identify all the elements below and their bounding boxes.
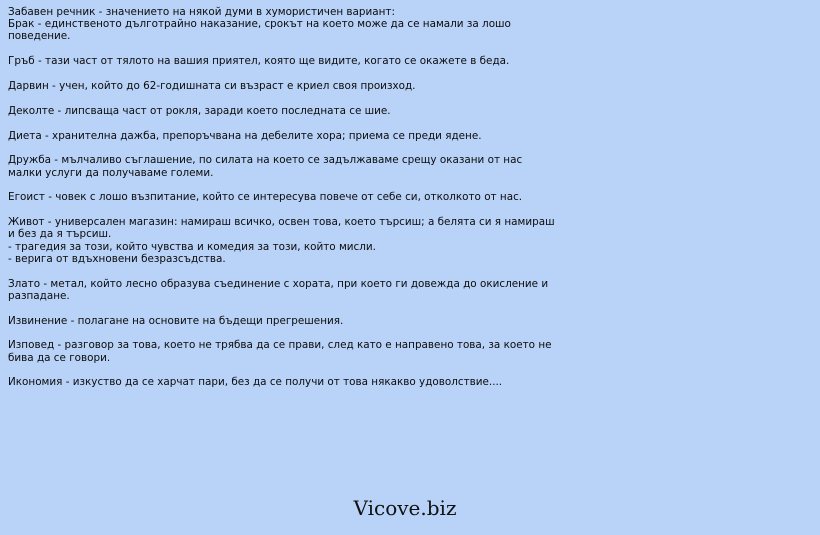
entry-line: малки услуги да получаваме големи. (8, 166, 214, 179)
site-watermark: Vicove.biz (353, 496, 457, 520)
entry-line: Гръб - тази част от тялото на вашия приятел, която ще видите, когато се окажете в беда. (8, 55, 510, 68)
entry-line: Икономия - изкуство да се харчат пари, без да се получи от това някакво удоволствие.... (8, 376, 503, 389)
entry-egoist (8, 191, 588, 203)
entry-line: Егоист - човек с лошо възпитание, който се интересува повече от себе си, отколкото от нас. (8, 191, 523, 204)
entry-line: Живот - универсален магазин: намираш всичко, освен това, което търсиш; а белята си я намираш (8, 216, 555, 229)
entry-line: Злато - метал, който лесно образува съединение с хората, при което ги довежда до окисление и (8, 277, 549, 290)
entry-line: Деколте - липсваща част от рокля, заради което последната се шие. (8, 104, 391, 117)
entry-dieta (8, 130, 588, 142)
entry-line: Извинение - полагане на основите на бъдещи прегрешения. (8, 314, 344, 327)
entry-line: Диета - хранителна дажба, препоръчвана на дебелите хора; приема се преди ядене. (8, 129, 482, 142)
entry-line: и без да я търсиш. (8, 228, 112, 241)
entry-ikonomiya (8, 376, 588, 388)
entry-line: Брак - единственото дълготрайно наказание, срокът на което може да се намали за лошо (8, 18, 511, 31)
entry-druzhba (8, 154, 588, 178)
entry-line: - верига от вдъхновени безразсъдства. (8, 252, 226, 265)
entry-zlato (8, 278, 588, 302)
entry-zhivot (8, 216, 588, 265)
intro-paragraph (8, 6, 588, 43)
intro-title-line: Забавен речник - значението на някой думи в хумористичен вариант: (8, 6, 395, 18)
entry-izvinenie (8, 315, 588, 327)
entry-line: Дарвин - учен, който до 62-годишната си възраст е криел своя произход. (8, 80, 416, 92)
entry-line: разпадане. (8, 289, 70, 302)
entry-darvin (8, 80, 588, 92)
dictionary-text (8, 6, 588, 401)
entry-line: поведение. (8, 30, 71, 43)
entry-line: - трагедия за този, който чувства и комедия за този, който мисли. (8, 240, 376, 253)
entry-izpoved (8, 339, 588, 363)
entry-line: бива да се говори. (8, 351, 111, 364)
entry-line: Дружба - мълчаливо съглашение, по силата на което се задължаваме срещу оказани от нас (8, 154, 523, 167)
entry-dekolte (8, 105, 588, 117)
entry-gryb (8, 55, 588, 67)
entry-line: Изповед - разговор за това, което не трябва да се прави, след като е направено това, за което не (8, 339, 552, 352)
